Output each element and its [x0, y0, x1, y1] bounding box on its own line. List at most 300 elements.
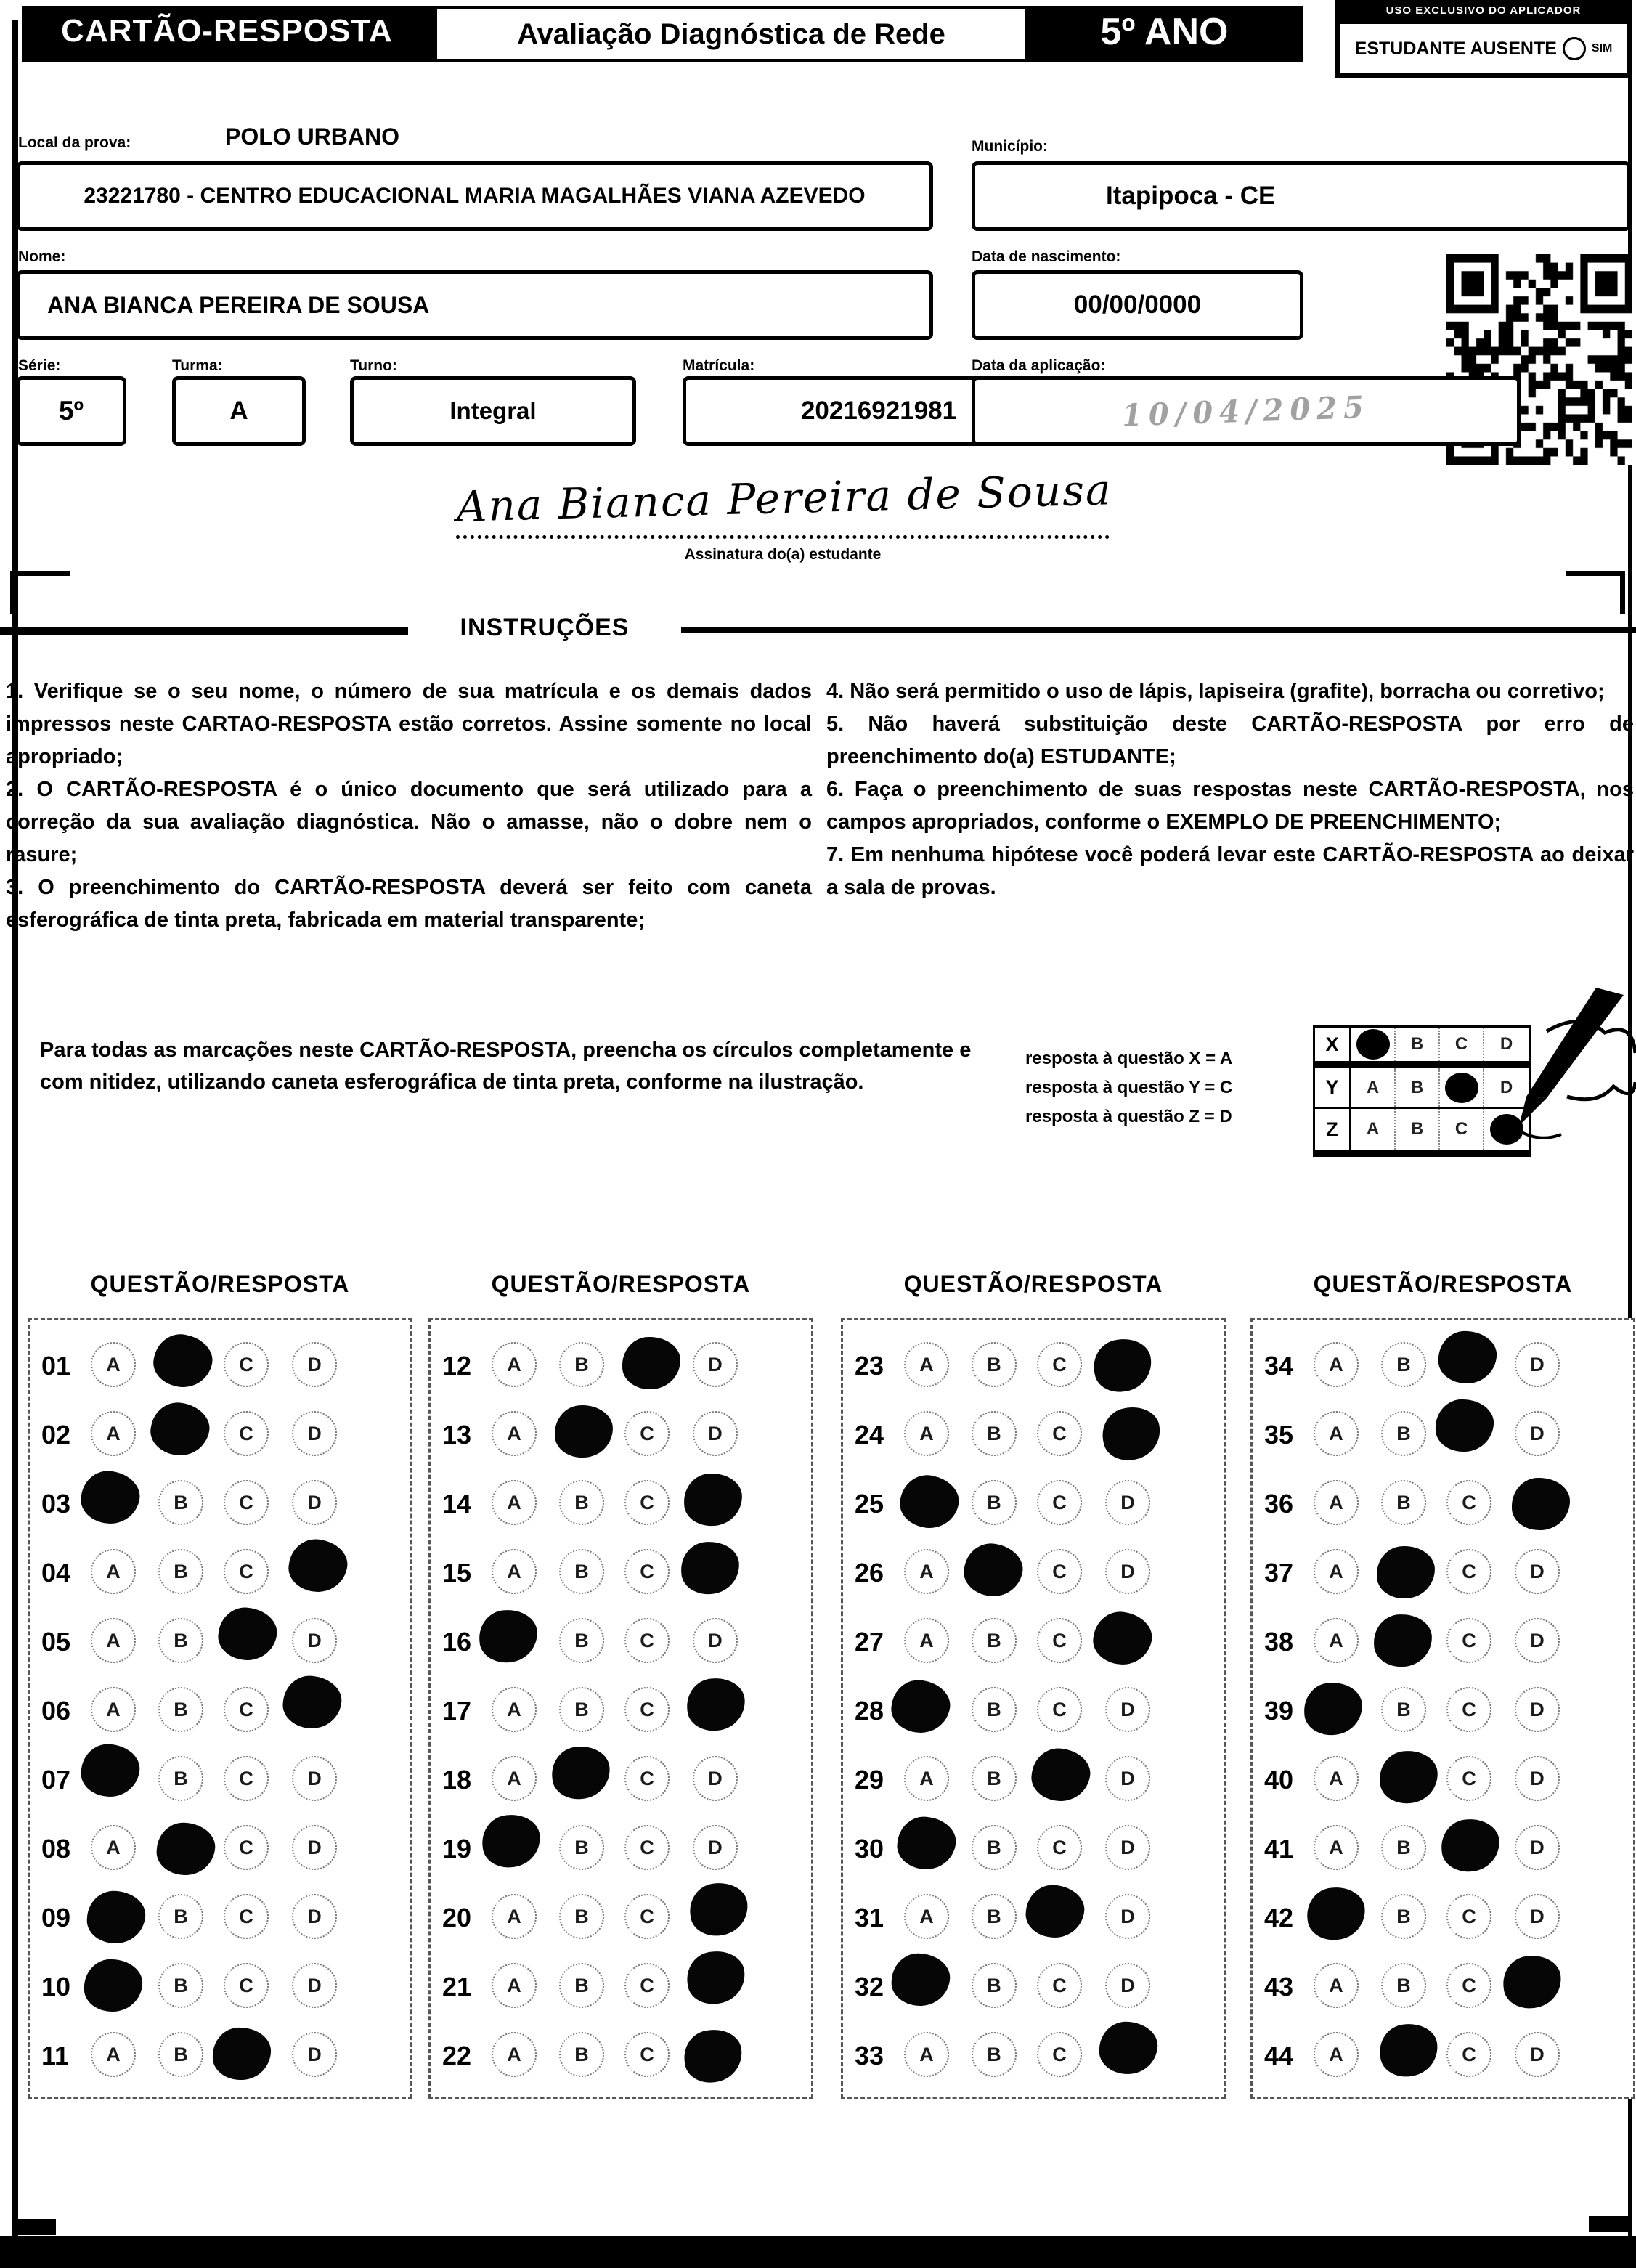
- question-row-19: [431, 1813, 811, 1882]
- filled-bubble-04-D[interactable]: [285, 1536, 350, 1596]
- filled-bubble-21-D[interactable]: [683, 1947, 749, 2008]
- answer-bubble-24-A[interactable]: A: [904, 1411, 949, 1456]
- nome-value: ANA BIANCA PEREIRA DE SOUSA: [47, 291, 430, 318]
- filled-bubble-25-A[interactable]: [896, 1471, 963, 1533]
- question-row-23: [843, 1330, 1224, 1399]
- absent-option: SIM: [1591, 42, 1613, 54]
- answer-bubble-17-B[interactable]: B: [559, 1687, 604, 1732]
- answer-bubble-42-C[interactable]: C: [1446, 1894, 1491, 1939]
- question-number-38: 38: [1264, 1627, 1294, 1657]
- filled-bubble-29-C[interactable]: [1029, 1745, 1093, 1804]
- answer-bubble-01-D[interactable]: D: [292, 1342, 337, 1387]
- example-row-label-Y: Y: [1315, 1068, 1351, 1107]
- turno-box: [350, 376, 636, 446]
- matricula-label: Matrícula:: [683, 357, 755, 374]
- answer-bubble-06-B[interactable]: B: [158, 1687, 203, 1732]
- instruction-item-6: 6. Faça o preenchimento de suas respostas neste CARTÃO-RESPOSTA, nos campos apropriados, conforme o EXEMPLO DE PREENCHIMENTO;: [826, 777, 1634, 834]
- answer-bubble-27-B[interactable]: B: [972, 1618, 1017, 1663]
- filled-bubble-26-B[interactable]: [960, 1540, 1026, 1601]
- question-row-28: [843, 1675, 1224, 1744]
- question-row-11: [30, 2020, 410, 2089]
- answer-bubble-24-B[interactable]: B: [972, 1411, 1017, 1456]
- answer-bubble-16-D[interactable]: D: [693, 1618, 738, 1663]
- filled-bubble-20-D[interactable]: [686, 1879, 751, 1939]
- answer-bubble-22-B[interactable]: B: [559, 2032, 604, 2077]
- answer-bubble-29-D[interactable]: D: [1105, 1756, 1150, 1801]
- question-number-15: 15: [442, 1558, 472, 1588]
- answer-bubble-18-D[interactable]: D: [693, 1756, 738, 1801]
- question-number-03: 03: [41, 1489, 71, 1519]
- answer-bubble-39-C[interactable]: C: [1446, 1687, 1491, 1732]
- question-number-32: 32: [855, 1972, 884, 2001]
- answer-bubble-15-A[interactable]: A: [492, 1549, 537, 1594]
- question-number-44: 44: [1264, 2041, 1294, 2070]
- filled-bubble-12-C[interactable]: [622, 1337, 680, 1389]
- absent-field: [1338, 22, 1629, 76]
- example-instruction-text: Para todas as marcações neste CARTÃO-RESPOSTA, preencha os círculos completamente e com nitidez, utilizando caneta esferográfica de tinta preta, conforme na ilustração.: [40, 1039, 972, 1094]
- instruction-item-5: 5. Não haverá substituição deste CARTÃO-RESPOSTA por erro de preenchimento do(a) ESTUDANTE;: [826, 712, 1634, 768]
- question-row-21: [431, 1951, 811, 2020]
- answer-bubble-37-C[interactable]: C: [1446, 1549, 1491, 1594]
- answers-header-2: QUESTÃO/RESPOSTA: [491, 1271, 751, 1297]
- answer-bubble-44-C[interactable]: C: [1446, 2032, 1491, 2077]
- answer-bubble-13-D[interactable]: D: [693, 1411, 738, 1456]
- answer-bubble-14-A[interactable]: A: [492, 1480, 537, 1525]
- question-number-42: 42: [1264, 1903, 1294, 1932]
- instructions-title: INSTRUÇÕES: [460, 614, 630, 641]
- answer-bubble-38-A[interactable]: A: [1314, 1618, 1359, 1663]
- example-cell-X-B: B: [1396, 1028, 1440, 1061]
- answer-bubble-04-A[interactable]: A: [91, 1549, 136, 1594]
- question-number-36: 36: [1264, 1489, 1294, 1519]
- example-cell-Z-A: A: [1351, 1109, 1396, 1150]
- example-cell-Y-B: B: [1396, 1068, 1440, 1107]
- answer-bubble-26-A[interactable]: A: [904, 1549, 949, 1594]
- filled-bubble-38-B[interactable]: [1373, 1614, 1433, 1668]
- answer-bubble-19-B[interactable]: B: [559, 1825, 604, 1870]
- question-number-21: 21: [442, 1972, 472, 2001]
- answer-bubble-05-B[interactable]: B: [158, 1618, 203, 1663]
- filled-bubble-01-B[interactable]: [150, 1330, 216, 1392]
- question-number-04: 04: [41, 1558, 71, 1588]
- question-number-16: 16: [442, 1627, 472, 1657]
- answer-bubble-43-B[interactable]: B: [1381, 1963, 1426, 2008]
- answer-bubble-06-A[interactable]: A: [91, 1687, 136, 1732]
- filled-bubble-17-D[interactable]: [685, 1676, 747, 1733]
- answer-bubble-24-C[interactable]: C: [1037, 1411, 1082, 1456]
- answer-bubble-02-D[interactable]: D: [292, 1411, 337, 1456]
- question-number-08: 08: [41, 1834, 71, 1863]
- question-row-04: [30, 1537, 410, 1606]
- example-row-label-X: X: [1315, 1028, 1351, 1061]
- answer-bubble-15-C[interactable]: C: [624, 1549, 670, 1594]
- answer-bubble-07-B[interactable]: B: [158, 1756, 203, 1801]
- answer-bubble-32-D[interactable]: D: [1105, 1963, 1150, 2008]
- instruction-item-2: 2. O CARTÃO-RESPOSTA é o único documento que será utilizado para a correção da sua avaliação diagnóstica. Não o amasse, não o dobre nem o rasure;: [6, 777, 812, 866]
- question-number-29: 29: [855, 1765, 884, 1795]
- answer-bubble-35-A[interactable]: A: [1314, 1411, 1359, 1456]
- question-row-41: [1253, 1813, 1633, 1882]
- instructions-left-column: [6, 675, 812, 937]
- filled-bubble-22-D[interactable]: [680, 2025, 746, 2087]
- answer-bubble-28-C[interactable]: C: [1037, 1687, 1082, 1732]
- question-number-35: 35: [1264, 1420, 1294, 1450]
- signature-line[interactable]: [456, 508, 1110, 539]
- filled-bubble-09-A[interactable]: [86, 1890, 147, 1945]
- question-number-10: 10: [41, 1972, 71, 2001]
- answer-bubble-21-C[interactable]: C: [624, 1963, 670, 2008]
- answer-bubble-33-C[interactable]: C: [1037, 2032, 1082, 2077]
- example-cell-Y-D: D: [1499, 1077, 1513, 1097]
- filled-bubble-35-C[interactable]: [1435, 1399, 1494, 1452]
- question-number-25: 25: [855, 1489, 884, 1519]
- corner-mark-bottom-right: [1589, 2216, 1629, 2232]
- answer-bubble-36-B[interactable]: B: [1381, 1480, 1426, 1525]
- filled-bubble-18-B[interactable]: [549, 1744, 612, 1802]
- answer-bubble-20-B[interactable]: B: [559, 1894, 604, 1939]
- answer-bubble-13-A[interactable]: A: [492, 1411, 537, 1456]
- question-row-31: [843, 1882, 1224, 1951]
- question-row-13: [431, 1399, 811, 1468]
- answer-bubble-30-C[interactable]: C: [1037, 1825, 1082, 1870]
- instruction-item-3: 3. O preenchimento do CARTÃO-RESPOSTA deverá ser feito com caneta esferográfica de tinta preta, fabricada em material transparente;: [6, 875, 812, 932]
- answer-bubble-27-C[interactable]: C: [1037, 1618, 1082, 1663]
- answer-bubble-03-D[interactable]: D: [292, 1480, 337, 1525]
- question-row-08: [30, 1813, 410, 1882]
- answer-bubble-41-A[interactable]: A: [1314, 1825, 1359, 1870]
- question-number-34: 34: [1264, 1351, 1294, 1381]
- local-type: POLO URBANO: [225, 123, 399, 150]
- example-cell-Z-B: B: [1396, 1109, 1440, 1150]
- answers-column-4: [1250, 1318, 1635, 2099]
- answer-bubble-18-C[interactable]: C: [624, 1756, 670, 1801]
- answer-bubble-38-C[interactable]: C: [1446, 1618, 1491, 1663]
- pen-hand-illustration: [1474, 988, 1636, 1158]
- instruction-item-7: 7. Em nenhuma hipótese você poderá levar este CARTÃO-RESPOSTA ao deixar a sala de provas.: [826, 842, 1634, 899]
- filled-bubble-24-D[interactable]: [1097, 1402, 1165, 1465]
- question-row-06: [30, 1675, 410, 1744]
- nascimento-box: [972, 270, 1303, 340]
- answer-bubble-05-D[interactable]: D: [292, 1618, 337, 1663]
- answer-bubble-15-B[interactable]: B: [559, 1549, 604, 1594]
- filled-bubble-10-A[interactable]: [84, 1959, 143, 2013]
- answer-bubble-42-B[interactable]: B: [1381, 1894, 1426, 1939]
- answers-header-3: QUESTÃO/RESPOSTA: [903, 1271, 1163, 1297]
- corner-mark-bottom-left: [16, 2219, 56, 2235]
- answer-bubble-29-A[interactable]: A: [904, 1756, 949, 1801]
- answer-bubble-16-B[interactable]: B: [559, 1618, 604, 1663]
- nome-box: [16, 270, 933, 340]
- answer-bubble-35-D[interactable]: D: [1515, 1411, 1560, 1456]
- answer-bubble-31-B[interactable]: B: [972, 1894, 1017, 1939]
- answer-bubble-06-C[interactable]: C: [224, 1687, 269, 1732]
- filled-bubble-08-B[interactable]: [155, 1821, 217, 1877]
- question-row-35: [1253, 1399, 1633, 1468]
- answer-bubble-02-C[interactable]: C: [224, 1411, 269, 1456]
- answer-bubble-30-B[interactable]: B: [972, 1825, 1017, 1870]
- corner-mark-top-left-stub: [10, 571, 15, 614]
- answer-bubble-14-B[interactable]: B: [559, 1480, 604, 1525]
- school-value: 23221780 - CENTRO EDUCACIONAL MARIA MAGALHÃES VIANA AZEVEDO: [84, 184, 866, 208]
- answer-bubble-18-A[interactable]: A: [492, 1756, 537, 1801]
- answer-bubble-09-B[interactable]: B: [158, 1894, 203, 1939]
- answer-bubble-43-C[interactable]: C: [1446, 1963, 1491, 2008]
- answer-bubble-12-B[interactable]: B: [559, 1342, 604, 1387]
- question-number-31: 31: [855, 1903, 884, 1932]
- answer-bubble-03-C[interactable]: C: [224, 1480, 269, 1525]
- exam-title-box: [437, 9, 1025, 59]
- answer-bubble-03-B[interactable]: B: [158, 1480, 203, 1525]
- filled-bubble-41-C[interactable]: [1439, 1817, 1502, 1874]
- answer-bubble-23-B[interactable]: B: [972, 1342, 1017, 1387]
- answer-bubble-26-C[interactable]: C: [1037, 1549, 1082, 1594]
- question-row-40: [1253, 1744, 1633, 1813]
- answer-bubble-38-D[interactable]: D: [1515, 1618, 1560, 1663]
- nome-label: Nome:: [18, 248, 66, 265]
- serie-box: [16, 376, 126, 446]
- question-number-02: 02: [41, 1420, 71, 1450]
- question-row-03: [30, 1468, 410, 1537]
- filled-bubble-02-B[interactable]: [147, 1399, 213, 1460]
- answer-bubble-25-B[interactable]: B: [972, 1480, 1017, 1525]
- answer-bubble-25-C[interactable]: C: [1037, 1480, 1082, 1525]
- answer-bubble-09-D[interactable]: D: [292, 1894, 337, 1939]
- question-number-30: 30: [855, 1834, 884, 1863]
- answer-bubble-33-A[interactable]: A: [904, 2032, 949, 2077]
- filled-bubble-27-D[interactable]: [1090, 1608, 1155, 1669]
- filled-bubble-39-A[interactable]: [1303, 1681, 1364, 1736]
- answer-bubble-19-D[interactable]: D: [693, 1825, 738, 1870]
- filled-bubble-15-D[interactable]: [680, 1540, 741, 1596]
- answer-bubble-11-D[interactable]: D: [292, 2032, 337, 2077]
- answer-bubble-27-A[interactable]: A: [904, 1618, 949, 1663]
- answer-bubble-11-B[interactable]: B: [158, 2032, 203, 2077]
- filled-bubble-34-C[interactable]: [1438, 1330, 1497, 1385]
- absent-circle[interactable]: [1563, 37, 1586, 60]
- answer-bubble-31-A[interactable]: A: [904, 1894, 949, 1939]
- example-legend-x: resposta à questão X = A: [1025, 1049, 1233, 1068]
- answer-bubble-21-B[interactable]: B: [559, 1963, 604, 2008]
- question-row-20: [431, 1882, 811, 1951]
- filled-bubble-23-D[interactable]: [1089, 1334, 1156, 1397]
- question-number-20: 20: [442, 1903, 472, 1932]
- answer-bubble-44-D[interactable]: D: [1515, 2032, 1560, 2077]
- question-row-37: [1253, 1537, 1633, 1606]
- answer-bubble-40-A[interactable]: A: [1314, 1756, 1359, 1801]
- answer-bubble-08-C[interactable]: C: [224, 1825, 269, 1870]
- answer-bubble-40-D[interactable]: D: [1515, 1756, 1560, 1801]
- answer-bubble-02-A[interactable]: A: [91, 1411, 136, 1456]
- answer-bubble-29-B[interactable]: B: [972, 1756, 1017, 1801]
- answer-bubble-05-A[interactable]: A: [91, 1618, 136, 1663]
- filled-bubble-37-B[interactable]: [1376, 1545, 1435, 1598]
- question-number-37: 37: [1264, 1558, 1294, 1588]
- answer-bubble-07-C[interactable]: C: [224, 1756, 269, 1801]
- filled-bubble-28-A[interactable]: [888, 1677, 953, 1736]
- answer-bubble-37-A[interactable]: A: [1314, 1549, 1359, 1594]
- question-number-01: 01: [41, 1351, 71, 1381]
- answer-bubble-21-A[interactable]: A: [492, 1963, 537, 2008]
- answer-bubble-32-C[interactable]: C: [1037, 1963, 1082, 2008]
- filled-bubble-31-C[interactable]: [1024, 1883, 1086, 1940]
- turno-label: Turno:: [350, 357, 397, 374]
- corner-mark-top-right: [1566, 571, 1625, 576]
- nascimento-label: Data de nascimento:: [972, 248, 1121, 265]
- question-row-22: [431, 2020, 811, 2089]
- answer-bubble-17-C[interactable]: C: [624, 1687, 670, 1732]
- municipio-label: Município:: [972, 138, 1048, 155]
- municipio-box: [972, 161, 1631, 231]
- question-row-34: [1253, 1330, 1633, 1399]
- instructions-right-column: [826, 675, 1634, 904]
- answer-bubble-22-C[interactable]: C: [624, 2032, 670, 2077]
- question-number-09: 09: [41, 1903, 71, 1932]
- answer-bubble-33-B[interactable]: B: [972, 2032, 1017, 2077]
- answer-bubble-17-A[interactable]: A: [492, 1687, 537, 1732]
- answer-bubble-23-C[interactable]: C: [1037, 1342, 1082, 1387]
- question-number-06: 06: [41, 1696, 71, 1726]
- answer-bubble-22-A[interactable]: A: [492, 2032, 537, 2077]
- question-number-13: 13: [442, 1420, 472, 1450]
- signature-handwriting: Ana Bianca Pereira de Sousa: [455, 465, 1113, 532]
- applicator-box: [1335, 0, 1632, 78]
- school-box: [16, 161, 933, 231]
- question-number-22: 22: [442, 2041, 472, 2070]
- answer-bubble-10-D[interactable]: D: [292, 1963, 337, 2008]
- answer-bubble-20-A[interactable]: A: [492, 1894, 537, 1939]
- instructions-rule-left: [0, 627, 408, 635]
- question-number-27: 27: [855, 1627, 884, 1657]
- question-row-15: [431, 1537, 811, 1606]
- answer-bubble-36-A[interactable]: A: [1314, 1480, 1359, 1525]
- answer-bubble-34-D[interactable]: D: [1515, 1342, 1560, 1387]
- answer-bubble-16-C[interactable]: C: [624, 1618, 670, 1663]
- answer-bubble-41-D[interactable]: D: [1515, 1825, 1560, 1870]
- question-number-05: 05: [41, 1627, 71, 1657]
- answer-bubble-26-D[interactable]: D: [1105, 1549, 1150, 1594]
- answer-bubble-12-D[interactable]: D: [693, 1342, 738, 1387]
- answer-bubble-44-A[interactable]: A: [1314, 2032, 1359, 2077]
- filled-bubble-05-C[interactable]: [216, 1604, 280, 1663]
- question-row-32: [843, 1951, 1224, 2020]
- filled-bubble-44-B[interactable]: [1376, 2020, 1441, 2080]
- answer-bubble-41-B[interactable]: B: [1381, 1825, 1426, 1870]
- answer-bubble-20-C[interactable]: C: [624, 1894, 670, 1939]
- answer-bubble-13-C[interactable]: C: [624, 1411, 670, 1456]
- filled-bubble-13-B[interactable]: [554, 1405, 613, 1458]
- answer-bubble-42-D[interactable]: D: [1515, 1894, 1560, 1939]
- question-row-07: [30, 1744, 410, 1813]
- aplicacao-handwritten-value: 10/04/2025: [1121, 389, 1371, 434]
- question-number-14: 14: [442, 1489, 472, 1519]
- question-number-39: 39: [1264, 1696, 1294, 1726]
- question-row-10: [30, 1951, 410, 2020]
- answer-bubble-07-D[interactable]: D: [292, 1756, 337, 1801]
- example-row-label-Z: Z: [1315, 1109, 1351, 1150]
- answer-bubble-34-B[interactable]: B: [1381, 1342, 1426, 1387]
- question-row-14: [431, 1468, 811, 1537]
- aplicacao-box[interactable]: [972, 376, 1521, 446]
- answer-bubble-09-C[interactable]: C: [224, 1894, 269, 1939]
- answer-bubble-37-D[interactable]: D: [1515, 1549, 1560, 1594]
- answer-bubble-12-A[interactable]: A: [492, 1342, 537, 1387]
- answer-bubble-30-D[interactable]: D: [1105, 1825, 1150, 1870]
- answer-bubble-35-B[interactable]: B: [1381, 1411, 1426, 1456]
- answer-bubble-25-D[interactable]: D: [1105, 1480, 1150, 1525]
- turma-label: Turma:: [172, 357, 223, 374]
- answer-bubble-28-B[interactable]: B: [972, 1687, 1017, 1732]
- answer-bubble-10-C[interactable]: C: [224, 1963, 269, 2008]
- example-cell-X-A: [1351, 1028, 1396, 1061]
- absent-label: ESTUDANTE AUSENTE: [1354, 38, 1557, 59]
- answer-bubble-32-B[interactable]: B: [972, 1963, 1017, 2008]
- question-number-40: 40: [1264, 1765, 1294, 1795]
- answer-bubble-01-A[interactable]: A: [91, 1342, 136, 1387]
- answer-bubble-19-C[interactable]: C: [624, 1825, 670, 1870]
- filled-bubble-16-A[interactable]: [478, 1608, 540, 1664]
- answer-bubble-36-C[interactable]: C: [1446, 1480, 1491, 1525]
- answer-bubble-01-C[interactable]: C: [224, 1342, 269, 1387]
- answer-bubble-31-D[interactable]: D: [1105, 1894, 1150, 1939]
- grade-label: 5º ANO: [1100, 11, 1229, 53]
- question-row-25: [843, 1468, 1224, 1537]
- question-number-26: 26: [855, 1558, 884, 1588]
- filled-bubble-43-D[interactable]: [1500, 1952, 1564, 2011]
- question-number-19: 19: [442, 1834, 472, 1863]
- answer-bubble-10-B[interactable]: B: [158, 1963, 203, 2008]
- answers-header-4: QUESTÃO/RESPOSTA: [1313, 1271, 1573, 1297]
- question-row-38: [1253, 1606, 1633, 1675]
- question-row-30: [843, 1813, 1224, 1882]
- filled-bubble-14-D[interactable]: [683, 1473, 743, 1527]
- example-cell-Z-C: C: [1440, 1109, 1484, 1150]
- answer-bubble-39-B[interactable]: B: [1381, 1687, 1426, 1732]
- question-row-42: [1253, 1882, 1633, 1951]
- answer-bubble-11-A[interactable]: A: [91, 2032, 136, 2077]
- answer-bubble-39-D[interactable]: D: [1515, 1687, 1560, 1732]
- question-number-41: 41: [1264, 1834, 1294, 1863]
- card-title: CARTÃO-RESPOSTA: [61, 13, 393, 49]
- question-row-05: [30, 1606, 410, 1675]
- answers-column-1: [28, 1318, 412, 2099]
- answer-bubble-08-D[interactable]: D: [292, 1825, 337, 1870]
- answer-bubble-34-A[interactable]: A: [1314, 1342, 1359, 1387]
- filled-bubble-33-D[interactable]: [1098, 2020, 1159, 2076]
- question-number-43: 43: [1264, 1972, 1294, 2001]
- filled-bubble-06-D[interactable]: [280, 1673, 343, 1731]
- filled-bubble-40-B[interactable]: [1378, 1749, 1440, 1805]
- example-filled-bubble-X-A: [1356, 1029, 1390, 1060]
- question-row-01: [30, 1330, 410, 1399]
- question-row-27: [843, 1606, 1224, 1675]
- answer-bubble-14-C[interactable]: C: [624, 1480, 670, 1525]
- turma-value: A: [229, 397, 248, 425]
- answer-bubble-28-D[interactable]: D: [1105, 1687, 1150, 1732]
- filled-bubble-42-A[interactable]: [1304, 1885, 1367, 1943]
- answer-bubble-08-A[interactable]: A: [91, 1825, 136, 1870]
- exam-title: Avaliação Diagnóstica de Rede: [517, 17, 945, 50]
- answer-bubble-04-C[interactable]: C: [224, 1549, 269, 1594]
- filled-bubble-36-D[interactable]: [1512, 1478, 1570, 1530]
- filled-bubble-11-C[interactable]: [212, 2027, 271, 2080]
- answer-bubble-23-A[interactable]: A: [904, 1342, 949, 1387]
- question-number-17: 17: [442, 1696, 472, 1726]
- left-border-line: [12, 20, 18, 2236]
- bottom-registration-bar: [0, 2236, 1636, 2268]
- answer-bubble-04-B[interactable]: B: [158, 1549, 203, 1594]
- answer-bubble-43-A[interactable]: A: [1314, 1963, 1359, 2008]
- answer-bubble-40-C[interactable]: C: [1446, 1756, 1491, 1801]
